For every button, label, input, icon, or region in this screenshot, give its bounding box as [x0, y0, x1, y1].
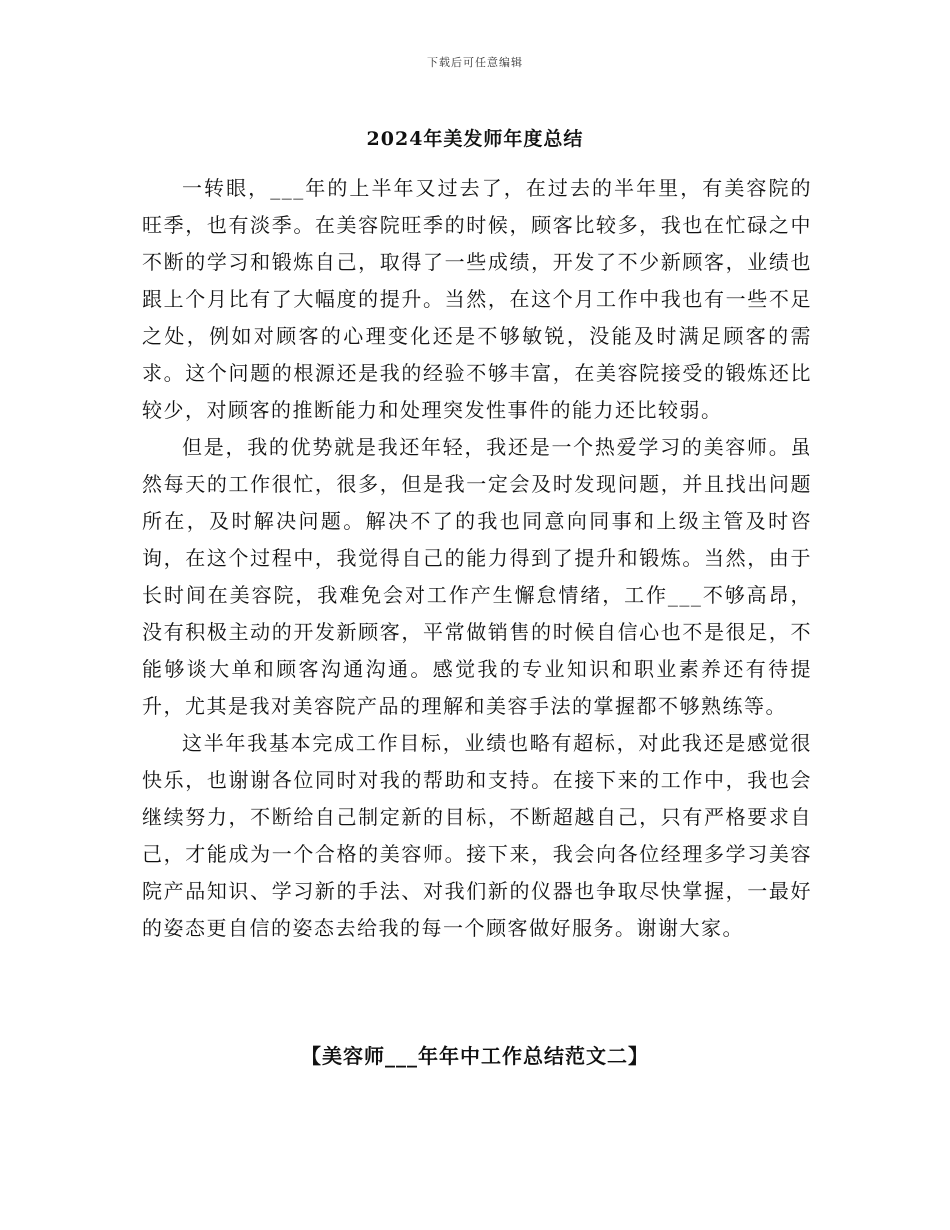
body-paragraph-1: 一转眼，___年的上半年又过去了，在过去的半年里，有美容院的旺季，也有淡季。在美容院旺季的时候，顾客比较多，我也在忙碌之中不断的学习和锻炼自己，取得了一些成绩，开发了不少新顾客，业绩也跟上个月比有了大幅度的提升。当然，在这个月工作中我也有一些不足之处，例如对顾客的心理变化还是不够敏锐，没能及时满足顾客的需求。这个问题的根源还是我的经验不够丰富，在美容院接受的锻炼还比较少，对顾客的推断能力和处理突发性事件的能力还比较弱。	[142, 176, 812, 422]
section-heading: 【美容师___年年中工作总结范文二】	[301, 1044, 649, 1068]
document-body	[142, 170, 812, 947]
body-paragraph-2: 但是，我的优势就是我还年轻，我还是一个热爱学习的美容师。虽然每天的工作很忙，很多，但是我一定会及时发现问题，并且找出问题所在，及时解决问题。解决不了的我也同意向同事和上级主管及时咨询，在这个过程中，我觉得自己的能力得到了提升和锻炼。当然，由于长时间在美容院，我难免会对工作产生懈怠情绪，工作___不够高昂，没有积极主动的开发新顾客，平常做销售的时候自信心也不是很足，不能够谈大单和顾客沟通沟通。感觉我的专业知识和职业素养还有待提升，尤其是我对美容院产品的理解和美容手法的掌握都不够熟练等。	[142, 435, 812, 718]
document-title: 2024年美发师年度总结	[366, 128, 584, 150]
body-paragraph-3: 这半年我基本完成工作目标，业绩也略有超标，对此我还是感觉很快乐，也谢谢各位同时对我的帮助和支持。在接下来的工作中，我也会继续努力，不断给自己制定新的目标，不断超越自己，只有严格要求自己，才能成为一个合格的美容师。接下来，我会向各位经理多学习美容院产品知识、学习新的手法、对我们新的仪器也争取尽快掌握，一最好的姿态更自信的姿态去给我的每一个顾客做好服务。谢谢大家。	[142, 731, 812, 940]
header-note: 下载后可任意编辑	[427, 56, 523, 69]
